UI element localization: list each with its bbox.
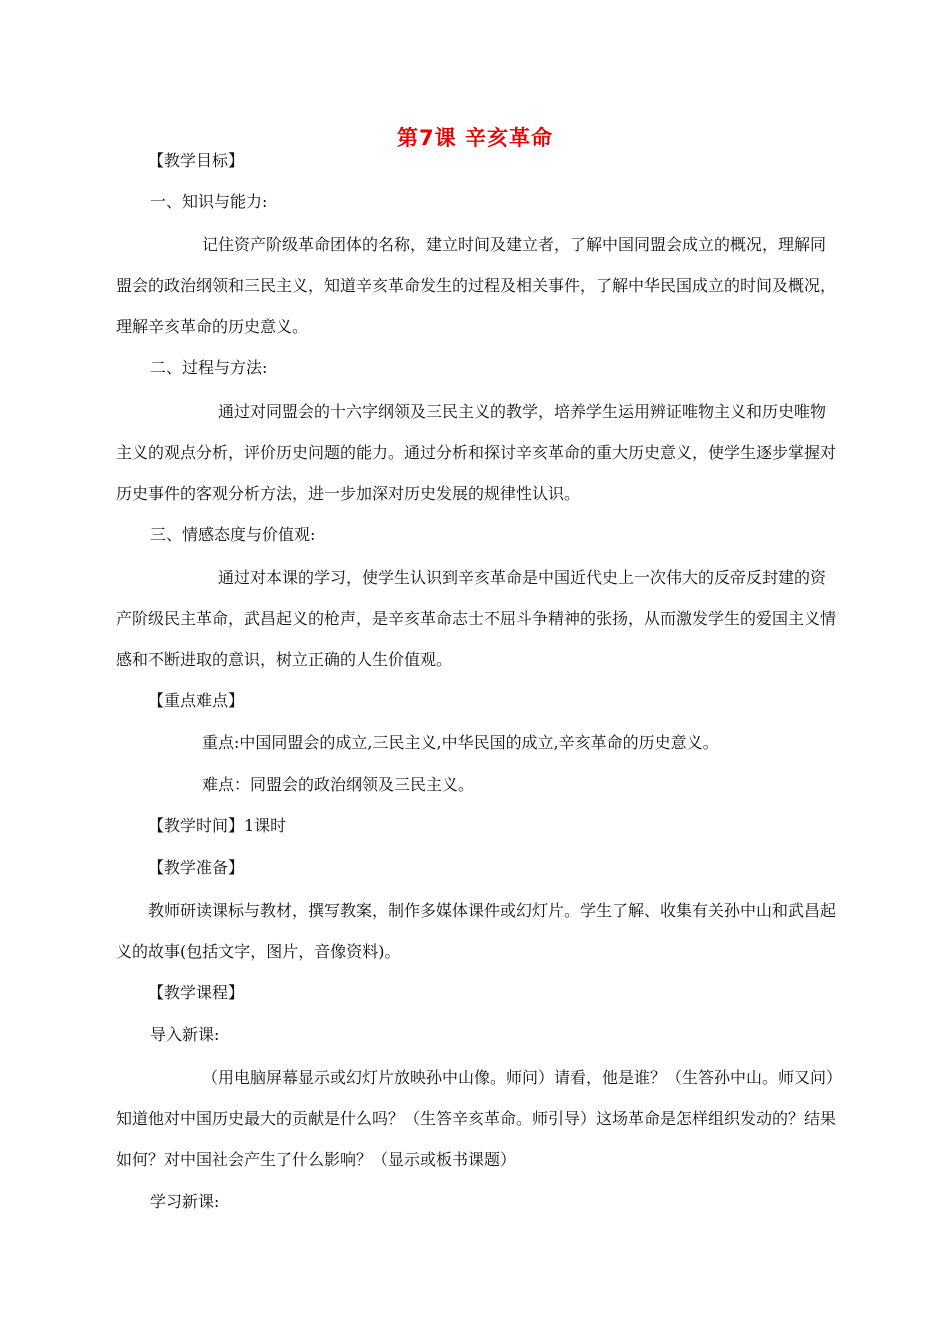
section2-body: 通过对同盟会的十六字纲领及三民主义的教学，培养学生运用辨证唯物主义和历史唯物主义的观点分析，评价历史问题的能力。通过分析和探讨辛亥革命的重大历史意义，使学生逐步掌握对历史事件的客观分析方法，进一步加深对历史发展的规律性认识。 bbox=[116, 402, 837, 503]
key-points: 重点:中国同盟会的成立,三民主义,中华民国的成立,辛亥革命的历史意义。 bbox=[202, 733, 719, 752]
intro-heading: 导入新课: bbox=[150, 1025, 220, 1044]
section1-heading: 一、知识与能力: bbox=[150, 192, 268, 211]
intro-body: （用电脑屏幕显示或幻灯片放映孙中山像。师问）请看，他是谁？（生答孙中山。师又问）知道他对中国历史最大的贡献是什么吗？（生答辛亥革命。师引导）这场革命是怎样组织发动的？结果如何？对中国社会产生了什么影响？（显示或板书课题） bbox=[116, 1068, 837, 1169]
teaching-time: 【教学时间】1课时 bbox=[148, 816, 287, 835]
lesson-title: 第7课 辛亥革命 bbox=[397, 126, 553, 150]
prep-heading: 【教学准备】 bbox=[148, 858, 245, 877]
new-lesson-heading: 学习新课: bbox=[150, 1192, 220, 1211]
key-points-heading: 【重点难点】 bbox=[148, 691, 245, 710]
process-heading: 【教学课程】 bbox=[148, 983, 245, 1002]
section3-body: 通过对本课的学习，使学生认识到辛亥革命是中国近代史上一次伟大的反帝反封建的资产阶级民主革命，武昌起义的枪声，是辛亥革命志士不屈斗争精神的张扬，从而激发学生的爱国主义情感和不断进取的意识，树立正确的人生价值观。 bbox=[116, 568, 837, 669]
difficult-points: 难点：同盟会的政治纲领及三民主义。 bbox=[202, 775, 475, 794]
section1-body: 记住资产阶级革命团体的名称，建立时间及建立者，了解中国同盟会成立的概况，理解同盟会的政治纲领和三民主义，知道辛亥革命发生的过程及相关事件，了解中华民国成立的时间及概况，理解辛亥革命的历史意义。 bbox=[116, 235, 837, 336]
prep-body: 教师研读课标与教材，撰写教案，制作多媒体课件或幻灯片。学生了解、收集有关孙中山和武昌起义的故事(包括文字，图片，音像资料)。 bbox=[116, 901, 837, 961]
section2-heading: 二、过程与方法: bbox=[150, 358, 268, 377]
section3-heading: 三、情感态度与价值观: bbox=[150, 525, 316, 544]
objectives-heading: 【教学目标】 bbox=[148, 151, 245, 170]
